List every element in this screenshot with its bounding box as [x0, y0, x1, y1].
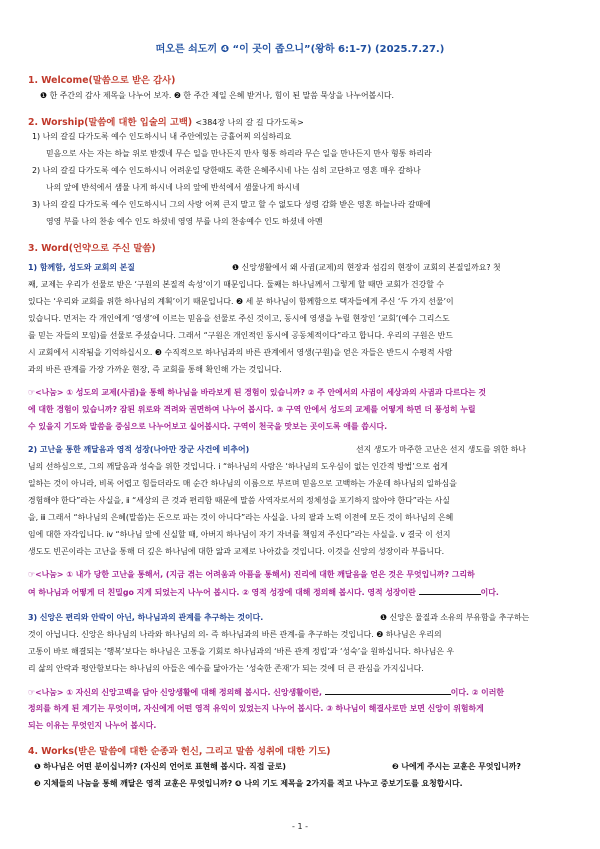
hymn-line-2: 믿음으로 사는 자는 하늘 위로 받겠네 무슨 일을 만나든지 만사 형통 하리라 무슨 일을 만나든지 만사 형통 하리라	[46, 149, 432, 158]
point-2-line-4: 경험해야 한다”라는 사실을, ⅱ “세상의 큰 것과 편리함 때문에 말씀 사역자로서의 정체성을 포기하지 않아야 한다”라는 사실	[28, 496, 450, 505]
point-2-share-2-text: 여 하나님과 어떻게 더 친밀go 지게 되었는지 나누어 봅시다. ② 영적 성장에 대해 정의해 봅시다. 영적 성장이란	[28, 588, 416, 597]
hymn-line-4: 나의 앞에 반석에서 샘물 나게 하시네 나의 앞에 반석에서 샘물나게 하시네	[46, 183, 300, 192]
hymn-line-3: 2) 나의 갈길 다가도록 예수 인도하시니 어려운일 당한때도 족한 은혜주시네 나는 심히 고단하고 영혼 매우 갈하나	[32, 166, 421, 175]
point-1-line-4: 있습니다. 먼저는 각 개인에게 ‘영생’에 이르는 믿음을 선물로 주신 것이고, 동시에 영생을 누릴 현장인 ‘교회’(예수 그리스도	[28, 314, 450, 323]
point-3-line-1: ❶ 신앙은 물질과 소유의 부유함을 추구하는	[380, 613, 530, 622]
section-4-heading: 4. Works(받은 말씀에 대한 순종과 헌신, 그리고 말씀 성취에 대한 기도)	[28, 746, 331, 757]
point-2-line-2: 님의 선하심으로, 그의 깨달음과 성숙을 위한 것입니다. ⅰ “하나님의 사람은 ‘하나님의 도우심이 없는 인간적 방법’으로 쉽게	[28, 462, 448, 471]
point-2-line-6: 임에 대한 자각입니다. ⅳ “하나님 앞에 신실할 때, 아버지 하나님이 자기 자녀를 책임져 주신다”라는 사실을. ⅴ 결국 이 선지	[28, 530, 451, 539]
point-3-share-3: 되는 이유는 무엇인지 나누어 봅시다.	[28, 721, 157, 730]
point-1-line-5: 를 믿는 자들의 모임)를 선물로 주셨습니다. 그래서 “구원은 개인적인 동시에 공동체적이다”라고 합니다. 우리의 구원은 반드	[28, 331, 453, 340]
point-3-share-1	[28, 686, 504, 698]
point-3-share-1-end: 이다. ② 이러한	[450, 688, 505, 697]
document-title: 떠오른 쇠도끼 ❹ “이 곳이 좁으니”(왕하 6:1-7) (2025.7.27.)	[155, 44, 445, 55]
point-2-share-1: ☞<나눔> ① 내가 당한 고난을 통해서, (지금 겪는 어려움과 아픔을 통해서) 진리에 대한 깨달음을 얻은 것은 무엇입니까? 그리하	[28, 570, 475, 579]
point-3-line-3: 고통이 바로 해결되는 ‘행복’보다는 하나님은 고통을 기회로 하나님과의 ‘바른 관계 정립’과 ‘성숙’을 원하십니다. 하나님은 우	[28, 647, 455, 656]
section-2-heading	[28, 114, 304, 128]
point-1-heading: 1) 함께함, 성도와 교회의 본질	[28, 263, 135, 272]
works-question-3-4: ❸ 지체들의 나눔을 통해 깨달은 영적 교훈은 무엇입니까? ❹ 나의 기도 제목을 2가지를 적고 나누고 중보기도를 요청합시다.	[34, 779, 463, 788]
answer-blank-faith[interactable]	[325, 686, 451, 695]
point-1-share-1: ☞<나눔> ① 성도의 교제(사귐)을 통해 하나님을 바라보게 된 경험이 있습니까? ② 주 안에서의 사귐이 세상과의 사귐과 다르다는 것	[28, 388, 487, 397]
section-2-heading-sub: <384장 나의 갈 길 다가도록>	[195, 118, 304, 127]
point-2-line-7: 생도도 빈곤이라는 고난을 통해 더 깊은 하나님에 대한 앎과 교제로 나아갔을 것입니다. 이것을 신앙의 성장이라 부릅니다.	[28, 547, 445, 556]
point-1-share-2: 에 대한 경험이 있습니까? 잠된 위로와 격려와 권면하여 나누어 봅시다. ③ 구역 안에서 성도의 교제를 어떻게 하면 더 풍성히 누릴	[28, 405, 476, 414]
point-2-line-5: 을, ⅲ 그래서 “하나님의 은혜(말씀)는 돈으로 파는 것이 아니다”라는 사실을. 나의 팔과 노력 이전에 모든 것이 하나님의 은혜	[28, 513, 454, 522]
point-1-line-1: ❶ 신앙생활에서 왜 사귐(교제)의 현장과 섬김의 현장이 교회의 본질일까요? 첫	[232, 263, 501, 272]
point-2-line-3: 일하는 것이 아니라, 비록 어렵고 힘들더라도 매 순간 하나님의 이름으로 부르며 믿음으로 고백하는 가운데 하나님의 일하심을	[28, 479, 457, 488]
point-1-line-2: 째, 교제는 우리가 선물로 받은 ‘구원의 본질적 속성’이기 때문입니다. 둘째는 하나님께서 그렇게 할 때만 교회가 건강할 수	[28, 280, 445, 289]
point-1-line-6: 시 교회에서 시작됨을 기억하십시오. ❸ 수직적으로 하나님과의 바른 관계에서 영생(구원)을 얻은 자들은 반드시 수평적 사람	[28, 348, 453, 357]
section-3-heading: 3. Word(언약으로 주신 말씀)	[28, 243, 156, 254]
section-1-heading: 1. Welcome(말씀으로 받은 감사)	[28, 75, 176, 86]
works-question-1: ❶ 하나님은 어떤 분이십니까? (자신의 언어로 표현해 봅시다. 직접 글로)	[34, 762, 286, 771]
point-1-line-7: 과의 바른 관계를 가장 가까운 현장, 즉 교회를 통해 확인해 가는 것입니다.	[28, 365, 282, 374]
point-1-share-3: 수 있을지 기도와 말씀을 중심으로 나누어보고 실어봅시다. 구역이 천국을 맛보는 곳이도록 애를 씁시다.	[28, 422, 388, 431]
point-3-share-2: 정의를 하게 된 계기는 무엇이며, 자신에게 어떤 영적 유익이 있었는지 나누어 봅시다. ③ 하나님이 해결사로만 보면 신앙이 위험하게	[28, 704, 484, 713]
page-number: - 1 -	[292, 822, 308, 831]
works-question-2: ❷ 나에게 주시는 교훈은 무엇입니까?	[392, 762, 521, 771]
section-2-heading-main: 2. Worship(말씀에 대한 입술의 고백)	[28, 117, 193, 128]
point-2-share-2-end: 이다.	[480, 588, 499, 597]
point-3-share-1-text: ☞<나눔> ① 자신의 신앙고백을 담아 신앙생활에 대해 정의해 봅시다. 신앙생활이란,	[28, 688, 322, 697]
hymn-line-6: 영영 부를 나의 찬송 예수 인도 하셨네 영영 부를 나의 찬송예수 인도 하셨네 아멘	[46, 217, 323, 226]
point-3-line-4: 리 삶의 안락과 평안함보다는 하나님의 아들은 예수를 닮아가는 ‘성숙한 존재’가 되는 것에 더 큰 관심을 가지십니다.	[28, 664, 424, 673]
hymn-line-1: 1) 나의 갈길 다가도록 예수 인도하시니 내 주안에있는 긍휼어찌 의심하리요	[32, 132, 292, 141]
section-1-line: ❶ 한 주간의 감사 제목을 나누어 보자. ❷ 한 주간 제일 은혜 받거나, 힘이 된 말씀 묵상을 나누어봅시다.	[40, 91, 394, 100]
point-3-heading: 3) 신앙은 편리와 안락이 아닌, 하나님과의 관계를 추구하는 것이다.	[28, 613, 264, 622]
point-2-line-1: 선지 생도가 마주한 고난은 선지 생도를 위한 하나	[356, 445, 527, 454]
point-2-share-2	[28, 586, 499, 598]
point-2-heading: 2) 고난을 통한 깨달음과 영적 성장(나아만 장군 사건에 비추어)	[28, 445, 250, 454]
hymn-line-5: 3) 나의 갈길 다가도록 예수 인도하시니 그의 사랑 어찌 큰지 말고 할 수 없도다 성령 감화 받은 영혼 하늘나라 갈때에	[32, 200, 431, 209]
point-1-line-3: 있다는 ‘우리와 교회를 위한 하나님의 계획’이기 때문입니다. ❷ 세 분 하나님이 함께함으로 택자들에게 주신 ‘두 가지 선물’이	[28, 297, 454, 306]
point-3-line-2: 것이 아닙니다. 신앙은 하나님의 나라와 하나님의 의- 즉 하나님과의 바른 관계-를 추구하는 것입니다. ❷ 하나님은 우리의	[28, 630, 442, 639]
answer-blank-growth[interactable]	[419, 586, 481, 595]
